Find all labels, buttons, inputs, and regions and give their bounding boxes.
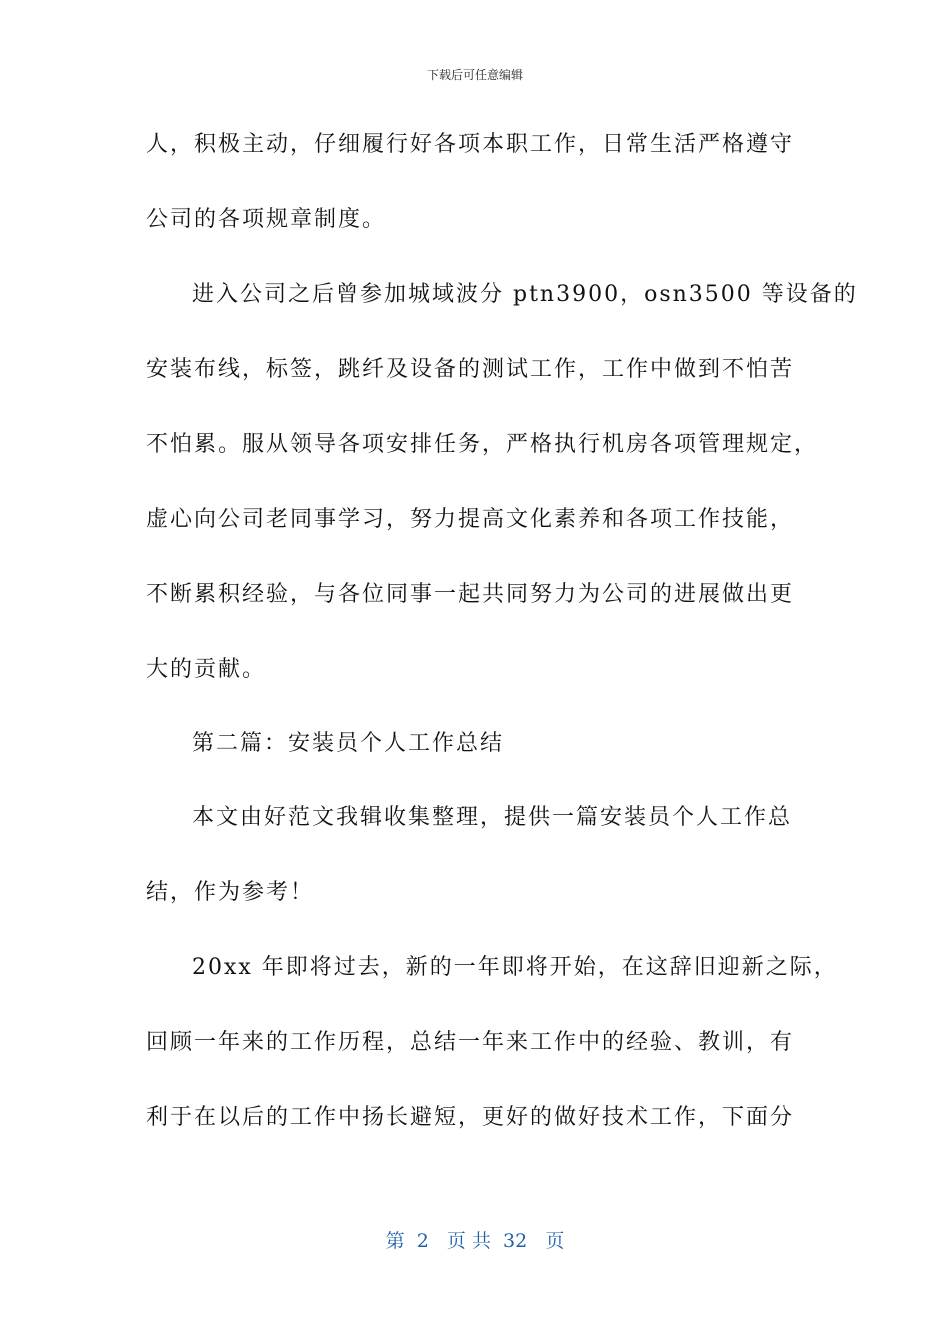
paragraph-line: 安装布线，标签，跳纤及设备的测试工作，工作中做到不怕苦	[146, 357, 795, 382]
paragraph-line: 进入公司之后曾参加城域波分 ptn3900，osn3500 等设备的	[192, 282, 858, 307]
paragraph-line: 利于在以后的工作中扬长避短，更好的做好技术工作，下面分	[146, 1105, 795, 1130]
paragraph-line: 结，作为参考！	[146, 880, 315, 905]
paragraph-line: 回顾一年来的工作历程，总结一年来工作中的经验、教训，有	[146, 1030, 795, 1055]
paragraph-line: 不断累积经验，与各位同事一起共同努力为公司的进展做出更	[146, 582, 795, 607]
paragraph-line: 不怕累。服从领导各项安排任务，严格执行机房各项管理规定，	[146, 432, 819, 457]
page-header: 下载后可任意编辑	[426, 68, 523, 82]
paragraph-line: 人，积极主动，仔细履行好各项本职工作，日常生活严格遵守	[146, 132, 795, 157]
paragraph-line: 虚心向公司老同事学习，努力提高文化素养和各项工作技能，	[146, 507, 795, 532]
page-number-footer: 第 2 页 共 32 页	[385, 1230, 565, 1252]
paragraph-line: 公司的各项规章制度。	[146, 207, 387, 232]
paragraph-line: 本文由好范文我辑收集整理，提供一篇安装员个人工作总	[192, 805, 793, 830]
paragraph-line: 大的贡献。	[146, 657, 267, 682]
section-heading: 第二篇：安装员个人工作总结	[192, 731, 505, 756]
paragraph-line: 20xx 年即将过去，新的一年即将开始，在这辞旧迎新之际，	[192, 955, 838, 980]
